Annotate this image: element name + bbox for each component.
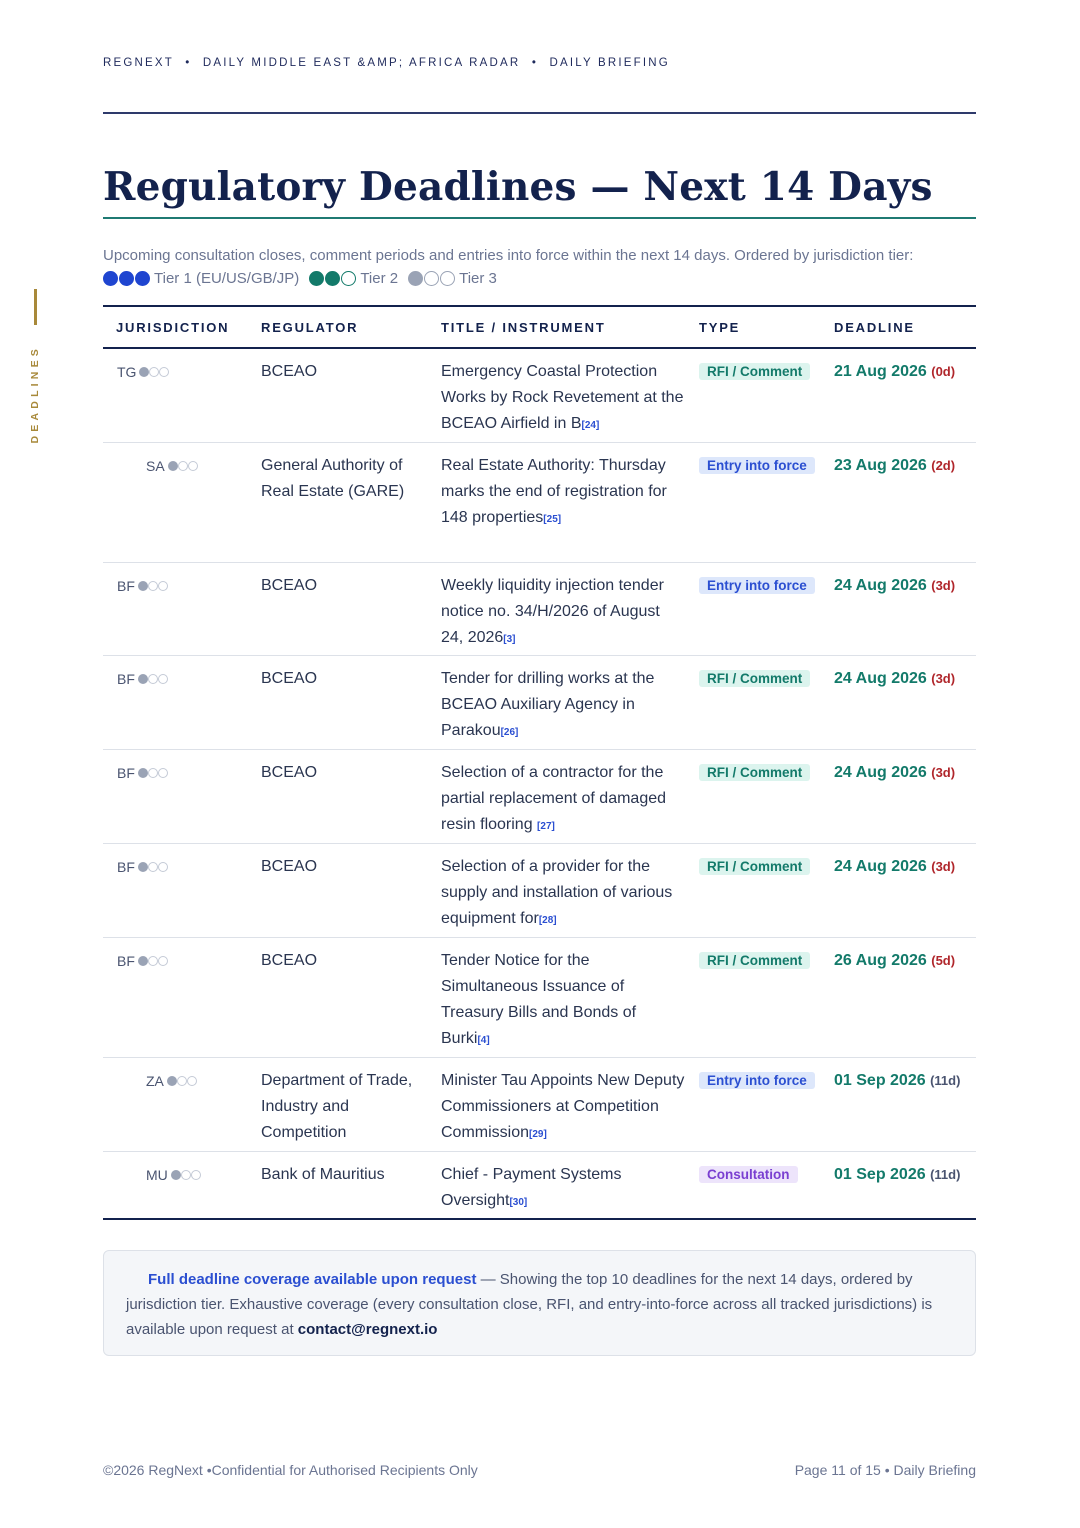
column-header-deadline: DEADLINE	[834, 320, 915, 335]
type-badge: Consultation	[699, 1166, 798, 1183]
jurisdiction-code: BF	[117, 859, 135, 875]
table-row[interactable]	[103, 938, 976, 1058]
note-lead: Full deadline coverage available upon request	[148, 1271, 477, 1288]
instrument-title-cell	[441, 854, 686, 934]
tier-dot-icon	[181, 1170, 191, 1180]
source-reference-link[interactable]: [25]	[543, 514, 562, 525]
tier-dot-icon	[309, 271, 324, 286]
tier-dot-icon	[341, 271, 356, 286]
type-badge: RFI / Comment	[699, 858, 810, 875]
tier-dot-icon	[148, 768, 158, 778]
deadline-date: 01 Sep 2026	[834, 1166, 931, 1183]
source-reference-link[interactable]: [27]	[537, 821, 555, 832]
deadline-date: 26 Aug 2026	[834, 952, 932, 969]
column-header-jurisdiction: JURISDICTION	[116, 320, 230, 335]
jurisdiction-cell	[117, 573, 168, 599]
jurisdiction-cell	[117, 359, 169, 385]
jurisdiction-cell	[146, 1068, 197, 1094]
jurisdiction-code: BF	[117, 671, 135, 687]
days-remaining: (3d)	[931, 578, 956, 593]
tier-dot-icon	[159, 367, 169, 377]
tier-dot-icon	[138, 956, 148, 966]
coverage-note	[103, 1250, 976, 1356]
legend-label: Tier 3	[459, 269, 497, 287]
type-badge: RFI / Comment	[699, 363, 810, 380]
deadline-cell	[834, 854, 979, 880]
legend-item	[103, 270, 299, 287]
column-header-regulator: REGULATOR	[261, 320, 359, 335]
instrument-title: Tender Notice for the Simultaneous Issuance of Treasury Bills and Bonds of Burki	[441, 952, 637, 1047]
tier-dot-icon	[440, 271, 455, 286]
instrument-title-cell	[441, 666, 686, 746]
tier-dot-icon	[135, 271, 150, 286]
instrument-title-cell	[441, 359, 686, 439]
header-rule	[103, 112, 976, 114]
deadline-cell	[834, 359, 979, 385]
table-row[interactable]	[103, 563, 976, 656]
tier-dot-icon	[158, 581, 168, 591]
jurisdiction-cell	[117, 760, 168, 786]
tier-legend	[103, 268, 507, 288]
page-title: Regulatory Deadlines — Next 14 Days	[103, 164, 933, 210]
days-remaining: (3d)	[931, 859, 956, 874]
tier-dot-icon	[158, 674, 168, 684]
table-row[interactable]	[103, 656, 976, 750]
instrument-title-cell	[441, 760, 686, 840]
column-header-title: TITLE / INSTRUMENT	[441, 320, 606, 335]
type-badge: RFI / Comment	[699, 764, 810, 781]
regulator-cell: BCEAO	[261, 858, 318, 875]
table-row[interactable]	[103, 443, 976, 563]
tier-dot-icon	[103, 271, 118, 286]
tier-dot-icon	[149, 367, 159, 377]
running-header	[103, 57, 670, 69]
tier-dot-icon	[424, 271, 439, 286]
header-separator: •	[185, 57, 192, 69]
tier-dot-icon	[138, 674, 148, 684]
tier-dot-icon	[188, 461, 198, 471]
intro-text: Upcoming consultation closes, comment periods and entries into force within the next 14 days. Ordered by jurisdiction tier:	[103, 247, 914, 264]
type-badge: Entry into force	[699, 1072, 815, 1089]
instrument-title-cell	[441, 1068, 686, 1148]
tier-dot-icon	[138, 862, 148, 872]
tier-dot-icon	[167, 1076, 177, 1086]
tier-dot-icon	[191, 1170, 201, 1180]
section-marker-bar	[34, 289, 37, 325]
type-cell	[699, 666, 819, 692]
deadline-cell	[834, 453, 979, 479]
instrument-title: Weekly liquidity injection tender notice no. 34/H/2026 of August 24, 2026	[441, 577, 664, 646]
tier-dot-icon	[148, 862, 158, 872]
deadline-cell	[834, 1068, 979, 1094]
instrument-title: Selection of a contractor for the partial replacement of damaged resin flooring	[441, 764, 667, 833]
source-reference-link[interactable]: [4]	[477, 1035, 490, 1046]
type-badge: RFI / Comment	[699, 670, 810, 687]
regulator-cell: General Authority of Real Estate (GARE)	[261, 457, 405, 500]
jurisdiction-cell	[117, 854, 168, 880]
days-remaining: (5d)	[931, 953, 956, 968]
source-reference-link[interactable]: [28]	[538, 915, 557, 926]
regulator-cell: BCEAO	[261, 952, 318, 969]
regulator-cell: Bank of Mauritius	[261, 1166, 385, 1183]
tier-dot-icon	[325, 271, 340, 286]
source-reference-link[interactable]: [3]	[503, 634, 516, 645]
legend-label: Tier 1 (EU/US/GB/JP)	[154, 269, 300, 287]
days-remaining: (3d)	[931, 765, 956, 780]
regulator-cell: BCEAO	[261, 577, 318, 594]
source-reference-link[interactable]: [26]	[500, 727, 519, 738]
tier-dot-icon	[187, 1076, 197, 1086]
instrument-title: Chief - Payment Systems Oversight	[441, 1166, 622, 1209]
deadline-date: 01 Sep 2026	[834, 1072, 931, 1089]
jurisdiction-code: BF	[117, 578, 135, 594]
tier-dot-icon	[158, 956, 168, 966]
legend-item	[309, 270, 398, 287]
tier-dot-icon	[148, 674, 158, 684]
deadline-date: 24 Aug 2026	[834, 670, 932, 687]
jurisdiction-code: BF	[117, 765, 135, 781]
header-separator: •	[531, 57, 539, 69]
deadline-date: 24 Aug 2026	[834, 764, 932, 781]
tier-dot-icon	[119, 271, 134, 286]
regulator-cell: Department of Trade, Industry and Competition	[261, 1072, 413, 1141]
regulator-cell: BCEAO	[261, 363, 318, 380]
deadline-date: 21 Aug 2026	[834, 363, 932, 380]
header-edition: DAILY BRIEFING	[549, 57, 670, 69]
footer-page-number: Page 11 of 15 • Daily Briefing	[794, 1462, 976, 1478]
tier-dot-icon	[178, 461, 188, 471]
source-reference-link[interactable]: [30]	[509, 1197, 528, 1208]
type-cell	[699, 854, 819, 880]
table-row[interactable]	[103, 1058, 976, 1152]
legend-item	[408, 270, 497, 287]
deadline-cell	[834, 666, 979, 692]
regulator-cell: BCEAO	[261, 670, 318, 687]
type-cell	[699, 948, 819, 974]
deadline-cell	[834, 948, 979, 974]
jurisdiction-code: SA	[146, 458, 165, 474]
instrument-title-cell	[441, 1162, 686, 1216]
jurisdiction-code: BF	[117, 953, 135, 969]
instrument-title: Real Estate Authority: Thursday marks the end of registration for 148 properties	[441, 457, 667, 526]
instrument-title-cell	[441, 573, 686, 653]
source-reference-link[interactable]: [24]	[581, 420, 600, 431]
jurisdiction-cell	[146, 1162, 201, 1188]
section-label: DEADLINES	[29, 345, 41, 444]
type-cell	[699, 760, 819, 786]
header-publication: DAILY MIDDLE EAST &AMP; AFRICA RADAR	[202, 57, 521, 69]
instrument-title: Minister Tau Appoints New Deputy Commissioners at Competition Commission	[441, 1072, 685, 1141]
contact-email-link[interactable]: contact@regnext.io	[297, 1321, 438, 1338]
table-row[interactable]	[103, 1152, 976, 1220]
tier-dot-icon	[168, 461, 178, 471]
tier-dot-icon	[158, 862, 168, 872]
type-cell	[699, 453, 819, 479]
table-row[interactable]	[103, 750, 976, 844]
deadline-date: 24 Aug 2026	[834, 858, 932, 875]
instrument-title: Tender for drilling works at the BCEAO Auxiliary Agency in Parakou	[441, 670, 655, 739]
type-cell	[699, 573, 819, 599]
tier-dot-icon	[138, 768, 148, 778]
table-row[interactable]	[103, 844, 976, 938]
table-top-rule	[103, 305, 976, 307]
jurisdiction-code: MU	[146, 1167, 168, 1183]
days-remaining: (11d)	[930, 1073, 961, 1088]
type-badge: Entry into force	[699, 457, 815, 474]
jurisdiction-code: ZA	[146, 1073, 164, 1089]
deadline-date: 23 Aug 2026	[834, 457, 932, 474]
source-reference-link[interactable]: [29]	[529, 1129, 547, 1140]
jurisdiction-code: TG	[117, 364, 137, 380]
deadline-cell	[834, 760, 979, 786]
jurisdiction-cell	[117, 666, 168, 692]
type-badge: Entry into force	[699, 577, 815, 594]
type-cell	[699, 1162, 819, 1188]
regulator-cell: BCEAO	[261, 764, 318, 781]
tier-dot-icon	[138, 581, 148, 591]
table-row[interactable]	[103, 349, 976, 443]
days-remaining: (2d)	[931, 458, 956, 473]
tier-dot-icon	[148, 581, 158, 591]
type-cell	[699, 1068, 819, 1094]
tier-dot-icon	[177, 1076, 187, 1086]
days-remaining: (0d)	[931, 364, 956, 379]
tier-dot-icon	[408, 271, 423, 286]
jurisdiction-cell	[117, 948, 168, 974]
tier-dot-icon	[139, 367, 149, 377]
days-remaining: (3d)	[931, 671, 956, 686]
legend-label: Tier 2	[360, 269, 399, 287]
instrument-title-cell	[441, 453, 686, 533]
days-remaining: (11d)	[930, 1167, 961, 1182]
footer-copyright: ©2026 RegNext •Confidential for Authorised Recipients Only	[103, 1462, 478, 1478]
column-header-type: TYPE	[699, 320, 741, 335]
tier-dot-icon	[148, 956, 158, 966]
type-badge: RFI / Comment	[699, 952, 810, 969]
deadline-cell	[834, 573, 979, 599]
type-cell	[699, 359, 819, 385]
instrument-title: Selection of a provider for the supply and installation of various equipment for	[441, 858, 673, 927]
instrument-title-cell	[441, 948, 686, 1054]
note-body: — Showing the top 10 deadlines for the next 14 days, ordered by jurisdiction tier. Exhaustive coverage (every consultation close, RFI, and entry-into-force across all tracked jurisdictions) is available upon request at	[126, 1271, 933, 1338]
header-brand: REGNEXT	[103, 57, 174, 69]
title-rule	[103, 217, 976, 219]
tier-dot-icon	[158, 768, 168, 778]
deadline-cell	[834, 1162, 979, 1188]
jurisdiction-cell	[146, 453, 198, 479]
tier-dot-icon	[171, 1170, 181, 1180]
instrument-title: Emergency Coastal Protection Works by Rock Revetement at the BCEAO Airfield in B	[441, 363, 684, 432]
deadline-date: 24 Aug 2026	[834, 577, 932, 594]
